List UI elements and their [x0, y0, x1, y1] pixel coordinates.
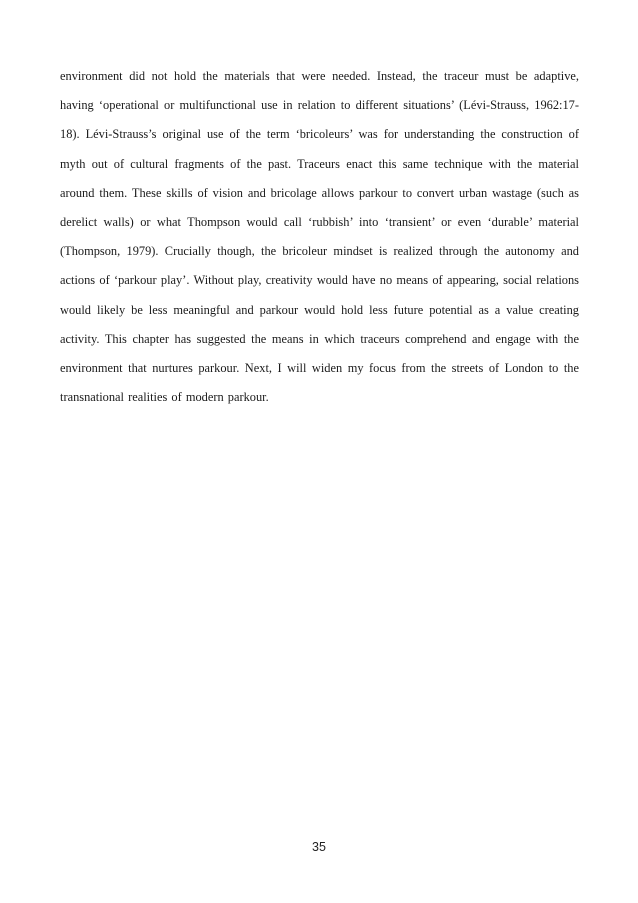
page-number: 35 — [312, 840, 326, 854]
text-line-last: transnational realities of modern parkour. — [60, 390, 269, 405]
text-line: (Thompson, 1979). Crucially though, the bricoleur mindset is realized through the autonomy and — [60, 244, 579, 259]
text-line: environment that nurtures parkour. Next, I will widen my focus from the streets of London to the — [60, 360, 579, 375]
text-line: around them. These skills of vision and bricolage allows parkour to convert urban wastage (such as — [60, 185, 579, 200]
text-line: myth out of cultural fragments of the past. Traceurs enact this same technique with the material — [60, 156, 579, 171]
body-paragraph — [60, 62, 579, 412]
text-line: having ‘operational or multifunctional use in relation to different situations’ (Lévi-Strauss, 1962:17- — [60, 98, 579, 113]
text-line: derelict walls) or what Thompson would call ‘rubbish’ into ‘transient’ or even ‘durable’ material — [60, 214, 579, 229]
text-line: environment did not hold the materials that were needed. Instead, the traceur must be adaptive, — [60, 69, 579, 83]
text-line: would likely be less meaningful and parkour would hold less future potential as a value creating — [60, 302, 579, 317]
text-line: actions of ‘parkour play’. Without play, creativity would have no means of appearing, social relations — [60, 273, 579, 288]
text-line: 18). Lévi-Strauss’s original use of the term ‘bricoleurs’ was for understanding the construction of — [60, 127, 579, 142]
text-line: activity. This chapter has suggested the means in which traceurs comprehend and engage with the — [60, 331, 579, 346]
